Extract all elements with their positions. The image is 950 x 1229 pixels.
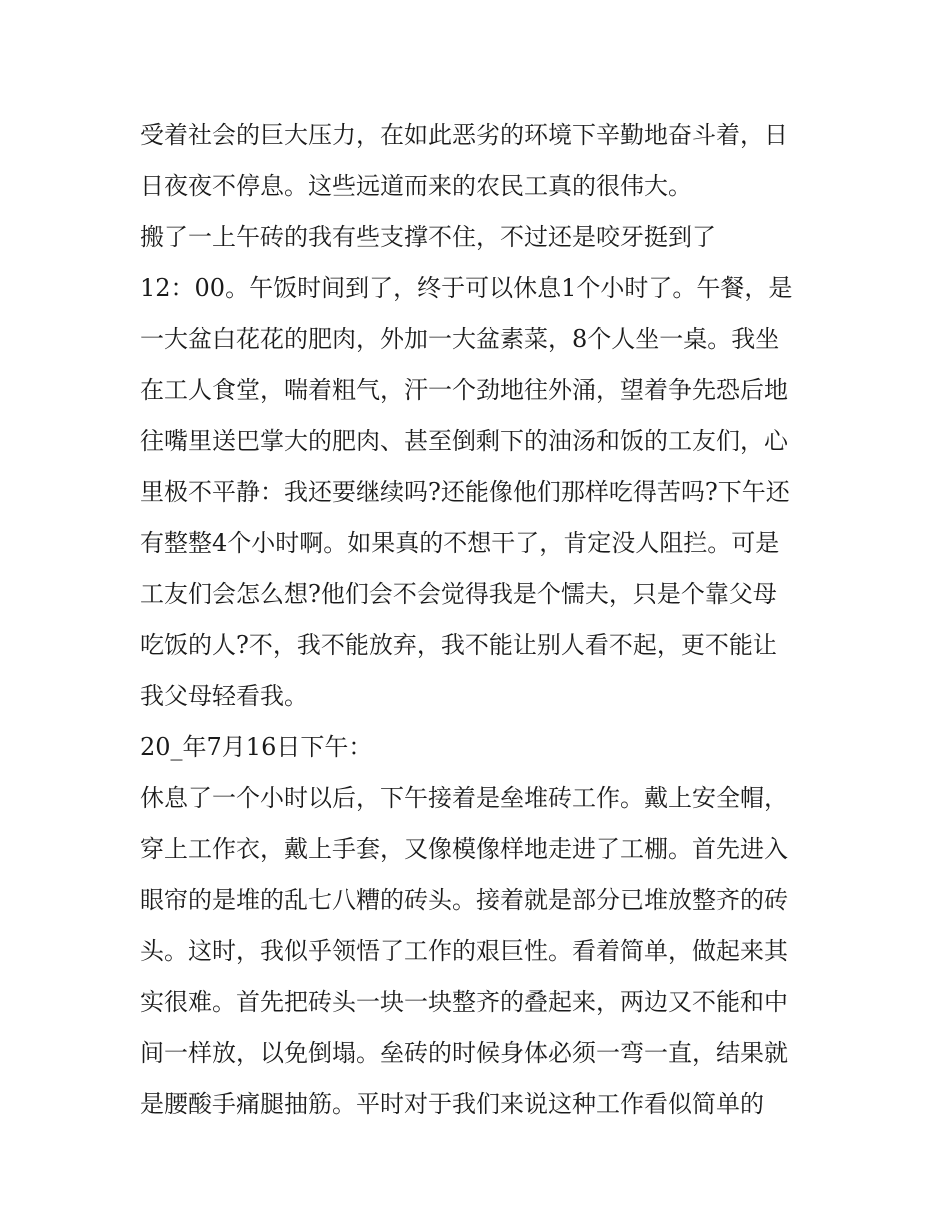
text-line: 眼帘的是堆的乱七八糟的砖头。接着就是部分已堆放整齐的砖 bbox=[140, 886, 788, 914]
text-line: 我父母轻看我。 bbox=[140, 682, 308, 710]
text-line: 间一样放，以免倒塌。垒砖的时候身体必须一弯一直，结果就 bbox=[140, 1039, 788, 1067]
text-line: 吃饭的人?不，我不能放弃，我不能让别人看不起，更不能让 bbox=[140, 631, 777, 659]
text-line: 里极不平静：我还要继续吗?还能像他们那样吃得苦吗?下午还 bbox=[140, 478, 790, 506]
text-line: 在工人食堂，喘着粗气，汗一个劲地往外涌，望着争先恐后地 bbox=[140, 376, 788, 404]
text-line: 往嘴里送巴掌大的肥肉、甚至倒剩下的油汤和饭的工友们，心 bbox=[140, 427, 788, 455]
text-line: 有整整4个小时啊。如果真的不想干了，肯定没人阻拦。可是 bbox=[140, 529, 780, 557]
text-line: 一大盆白花花的肥肉，外加一大盆素菜，8个人坐一桌。我坐 bbox=[140, 325, 780, 353]
text-line: 穿上工作衣，戴上手套，又像模像样地走进了工棚。首先进入 bbox=[140, 835, 788, 863]
text-line: 12：00。午饭时间到了，终于可以休息1个小时了。午餐，是 bbox=[140, 274, 793, 302]
text-line: 休息了一个小时以后，下午接着是垒堆砖工作。戴上安全帽， bbox=[140, 784, 788, 812]
body-text bbox=[140, 110, 820, 1130]
text-line: 是腰酸手痛腿抽筋。平时对于我们来说这种工作看似简单的 bbox=[140, 1090, 764, 1118]
text-line: 工友们会怎么想?他们会不会觉得我是个懦夫，只是个靠父母 bbox=[140, 580, 777, 608]
text-line: 头。这时，我似乎领悟了工作的艰巨性。看着简单，做起来其 bbox=[140, 937, 788, 965]
text-line: 搬了一上午砖的我有些支撑不住，不过还是咬牙挺到了 bbox=[140, 223, 716, 251]
date-heading: 20_年7月16日下午： bbox=[140, 733, 373, 761]
text-line: 受着社会的巨大压力，在如此恶劣的环境下辛勤地奋斗着，日 bbox=[140, 121, 788, 149]
text-line: 实很难。首先把砖头一块一块整齐的叠起来，两边又不能和中 bbox=[140, 988, 788, 1016]
text-line: 日夜夜不停息。这些远道而来的农民工真的很伟大。 bbox=[140, 172, 692, 200]
